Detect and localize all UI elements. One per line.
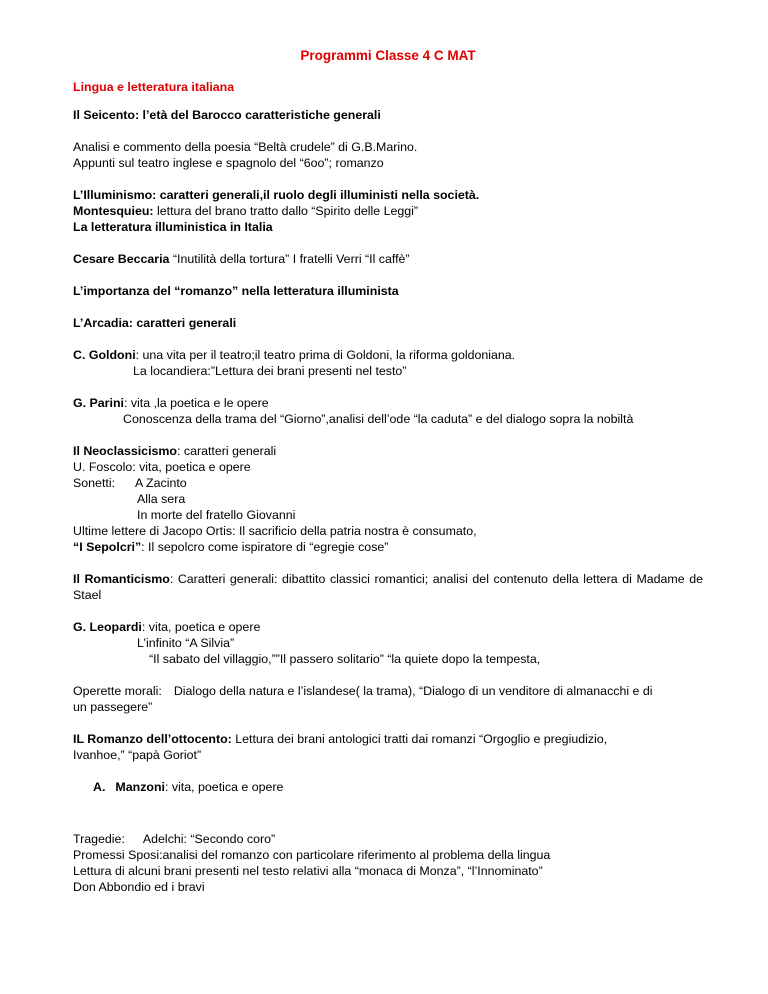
leopardi-label: G. Leopardi <box>73 620 142 634</box>
neoclassicismo-label: Il Neoclassicismo <box>73 444 177 458</box>
promessi-line: Promessi Sposi:analisi del romanzo con particolare riferimento al problema della lingua <box>73 848 551 862</box>
manzoni-label: Manzoni <box>115 780 165 794</box>
leopardi-infinito: L’infinito “A Silvia” <box>137 636 235 650</box>
goldoni-text: : una vita per il teatro;il teatro prima di Goldoni, la riforma goldoniana. <box>135 348 516 362</box>
parini-line <box>73 395 703 411</box>
sepolcri-line <box>73 539 703 555</box>
section-goldoni <box>73 347 703 379</box>
romanzo-illuminista-heading: L’importanza del “romanzo” nella letteratura illuminista <box>73 284 399 298</box>
romanticismo-label: Il Romanticismo <box>73 572 170 586</box>
manzoni-marker: A. <box>93 780 106 794</box>
romanzo800-label: IL Romanzo dell’ottocento: <box>73 732 232 746</box>
section-arcadia <box>73 315 703 331</box>
goldoni-label: C. Goldoni <box>73 348 136 362</box>
document-page <box>73 48 703 911</box>
ortis-line: Ultime lettere di Jacopo Ortis: Il sacrificio della patria nostra è consumato, <box>73 524 477 538</box>
illuminismo-italia: La letteratura illuministica in Italia <box>73 220 273 234</box>
operette-text-1: Dialogo della natura e l’islandese( la trama), “Dialogo di un venditore di almanacchi e di <box>173 684 653 698</box>
section-romanzo-ottocento <box>73 731 703 763</box>
leopardi-sabato: “Il sabato del villaggio,””Il passero solitario” “la quiete dopo la tempesta, <box>149 652 541 666</box>
section-seicento-content <box>73 139 703 171</box>
seicento-line-1: Analisi e commento della poesia “Beltà crudele” di G.B.Marino. <box>73 140 418 154</box>
montesquieu-text: lettura del brano tratto dallo “Spirito delle Leggi” <box>153 204 419 218</box>
operette-line <box>73 683 703 699</box>
section-neoclassicismo <box>73 443 703 555</box>
sonetti-label: Sonetti: <box>73 476 116 490</box>
section-romanzo-illuminista <box>73 283 703 299</box>
leopardi-line <box>73 619 703 635</box>
sepolcri-label: “I Sepolcri” <box>73 540 142 554</box>
montesquieu-line <box>73 203 703 219</box>
seicento-heading: Il Seicento: l’età del Barocco caratteristiche generali <box>73 108 381 122</box>
sonetto-alla-sera: Alla sera <box>137 492 186 506</box>
section-manzoni <box>73 779 703 795</box>
goldoni-locandiera: La locandiera:”Lettura dei brani presenti nel testo” <box>133 364 407 378</box>
section-beccaria <box>73 251 703 267</box>
sonetto-zacinto: A Zacinto <box>135 476 187 490</box>
section-parini <box>73 395 703 427</box>
romanticismo-text: : Caratteri generali: dibattito classici romantici; analisi del contenuto della lettera di Madame de Stael <box>73 572 703 602</box>
tragedie-label: Tragedie: <box>73 832 125 846</box>
romanzo800-line-2: Ivanhoe,” “papà Goriot” <box>73 748 202 762</box>
parini-text: : vita ,la poetica e le opere <box>123 396 269 410</box>
beccaria-line <box>73 251 703 267</box>
section-leopardi <box>73 619 703 667</box>
document-title: Programmi Classe 4 C MAT <box>300 48 476 63</box>
montesquieu-label: Montesquieu: <box>73 204 154 218</box>
leopardi-text: : vita, poetica e opere <box>141 620 261 634</box>
abbondio-line: Don Abbondio ed i bravi <box>73 880 205 894</box>
romanzo800-text: Lettura dei brani antologici tratti dai romanzi “Orgoglio e pregiudizio, <box>231 732 608 746</box>
sonetti-line <box>73 475 703 491</box>
romanticismo-paragraph <box>73 571 703 603</box>
section-seicento <box>73 107 703 123</box>
parini-giorno: Conoscenza della trama del “Giorno”,analisi dell’ode “la caduta” e del dialogo sopra la nobiltà <box>123 412 634 426</box>
lettura-line: Lettura di alcuni brani presenti nel testo relativi alla “monaca di Monza”, “l’Innominato” <box>73 864 543 878</box>
operette-label: Operette morali: <box>73 684 162 698</box>
section-illuminismo <box>73 187 703 235</box>
section-operette <box>73 683 703 715</box>
beccaria-label: Cesare Beccaria <box>73 252 170 266</box>
section-tragedie <box>73 831 703 895</box>
illuminismo-heading: L’Illuminismo: caratteri generali,il ruolo degli illuministi nella società. <box>73 188 480 202</box>
manzoni-line <box>73 779 703 795</box>
foscolo-line: U. Foscolo: vita, poetica e opere <box>73 460 251 474</box>
operette-text-2: un passegere” <box>73 700 153 714</box>
sepolcri-text: : Il sepolcro come ispiratore di “egregie cose” <box>141 540 389 554</box>
tragedie-text: Adelchi: “Secondo coro” <box>142 832 276 846</box>
goldoni-line <box>73 347 703 363</box>
seicento-line-2: Appunti sul teatro inglese e spagnolo del “6oo”; romanzo <box>73 156 384 170</box>
sonetto-fratello: In morte del fratello Giovanni <box>137 508 296 522</box>
tragedie-line <box>73 831 703 847</box>
subject-heading: Lingua e letteratura italiana <box>73 80 235 94</box>
romanzo800-line <box>73 731 703 747</box>
arcadia-heading: L’Arcadia: caratteri generali <box>73 316 237 330</box>
manzoni-text: : vita, poetica e opere <box>164 780 284 794</box>
parini-label: G. Parini <box>73 396 124 410</box>
section-romanticismo <box>73 571 703 603</box>
neoclassicismo-text: : caratteri generali <box>177 444 277 458</box>
beccaria-text: “Inutilità della tortura” I fratelli Verri “Il caffè” <box>169 252 410 266</box>
neoclassicismo-line <box>73 443 703 459</box>
